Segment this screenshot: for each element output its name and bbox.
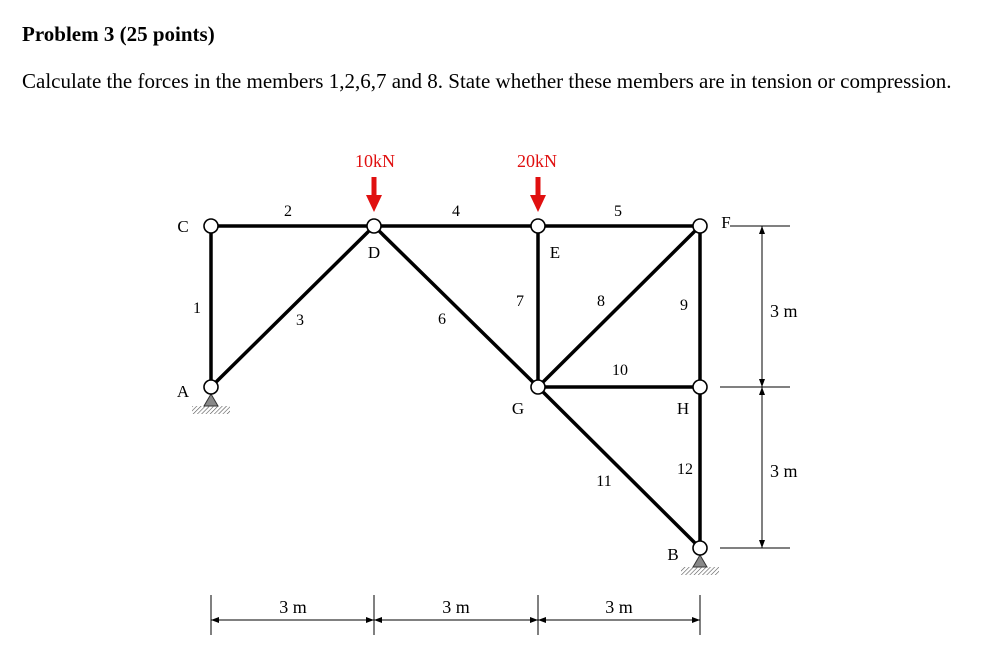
vertical-dimensions [720, 226, 790, 548]
dimension-label-h3: 3 m [605, 597, 633, 617]
joint-H [693, 380, 707, 394]
dimension-label-v-upper: 3 m [770, 301, 798, 321]
member-6 [374, 226, 538, 387]
load-arrow-D [366, 177, 382, 212]
joint-D [367, 219, 381, 233]
joint-label-A: A [176, 382, 190, 401]
joint-E [531, 219, 545, 233]
joint-label-G: G [511, 399, 525, 418]
member-label-9: 9 [680, 297, 688, 314]
joint-A [204, 380, 218, 394]
member-label-1: 1 [193, 300, 201, 317]
member-label-11: 11 [596, 473, 612, 490]
member-label-6: 6 [438, 311, 446, 328]
joint-label-E: E [549, 243, 561, 262]
truss-members [211, 226, 700, 548]
load-label-D: 10kN [355, 151, 395, 171]
member-label-2: 2 [284, 203, 292, 220]
member-3 [211, 226, 374, 387]
member-label-7: 7 [516, 293, 524, 310]
joint-B [693, 541, 707, 555]
dimension-label-h1: 3 m [279, 597, 307, 617]
load-label-E: 20kN [517, 151, 557, 171]
joint-label-D: D [367, 243, 381, 262]
member-label-4: 4 [452, 203, 460, 220]
problem-heading: Problem 3 (25 points) [22, 22, 215, 46]
load-arrow-E [530, 177, 546, 212]
support-A [192, 394, 230, 414]
joint-label-F: F [721, 213, 731, 232]
problem-statement: Calculate the forces in the members 1,2,6,7 and 8. State whether these members are in tension or compression. [22, 69, 952, 93]
member-label-5: 5 [614, 203, 622, 220]
joint-label-H: H [676, 399, 690, 418]
support-B [681, 555, 719, 575]
joint-F [693, 219, 707, 233]
joint-C [204, 219, 218, 233]
dimension-label-v-lower: 3 m [770, 461, 798, 481]
member-label-8: 8 [597, 293, 605, 310]
member-11 [538, 387, 700, 548]
member-label-12: 12 [677, 461, 693, 478]
member-label-3: 3 [296, 312, 304, 329]
joint-label-C: C [177, 217, 189, 236]
joint-G [531, 380, 545, 394]
dimension-label-h2: 3 m [442, 597, 470, 617]
joint-label-B: B [667, 545, 679, 564]
member-label-10: 10 [612, 362, 628, 379]
